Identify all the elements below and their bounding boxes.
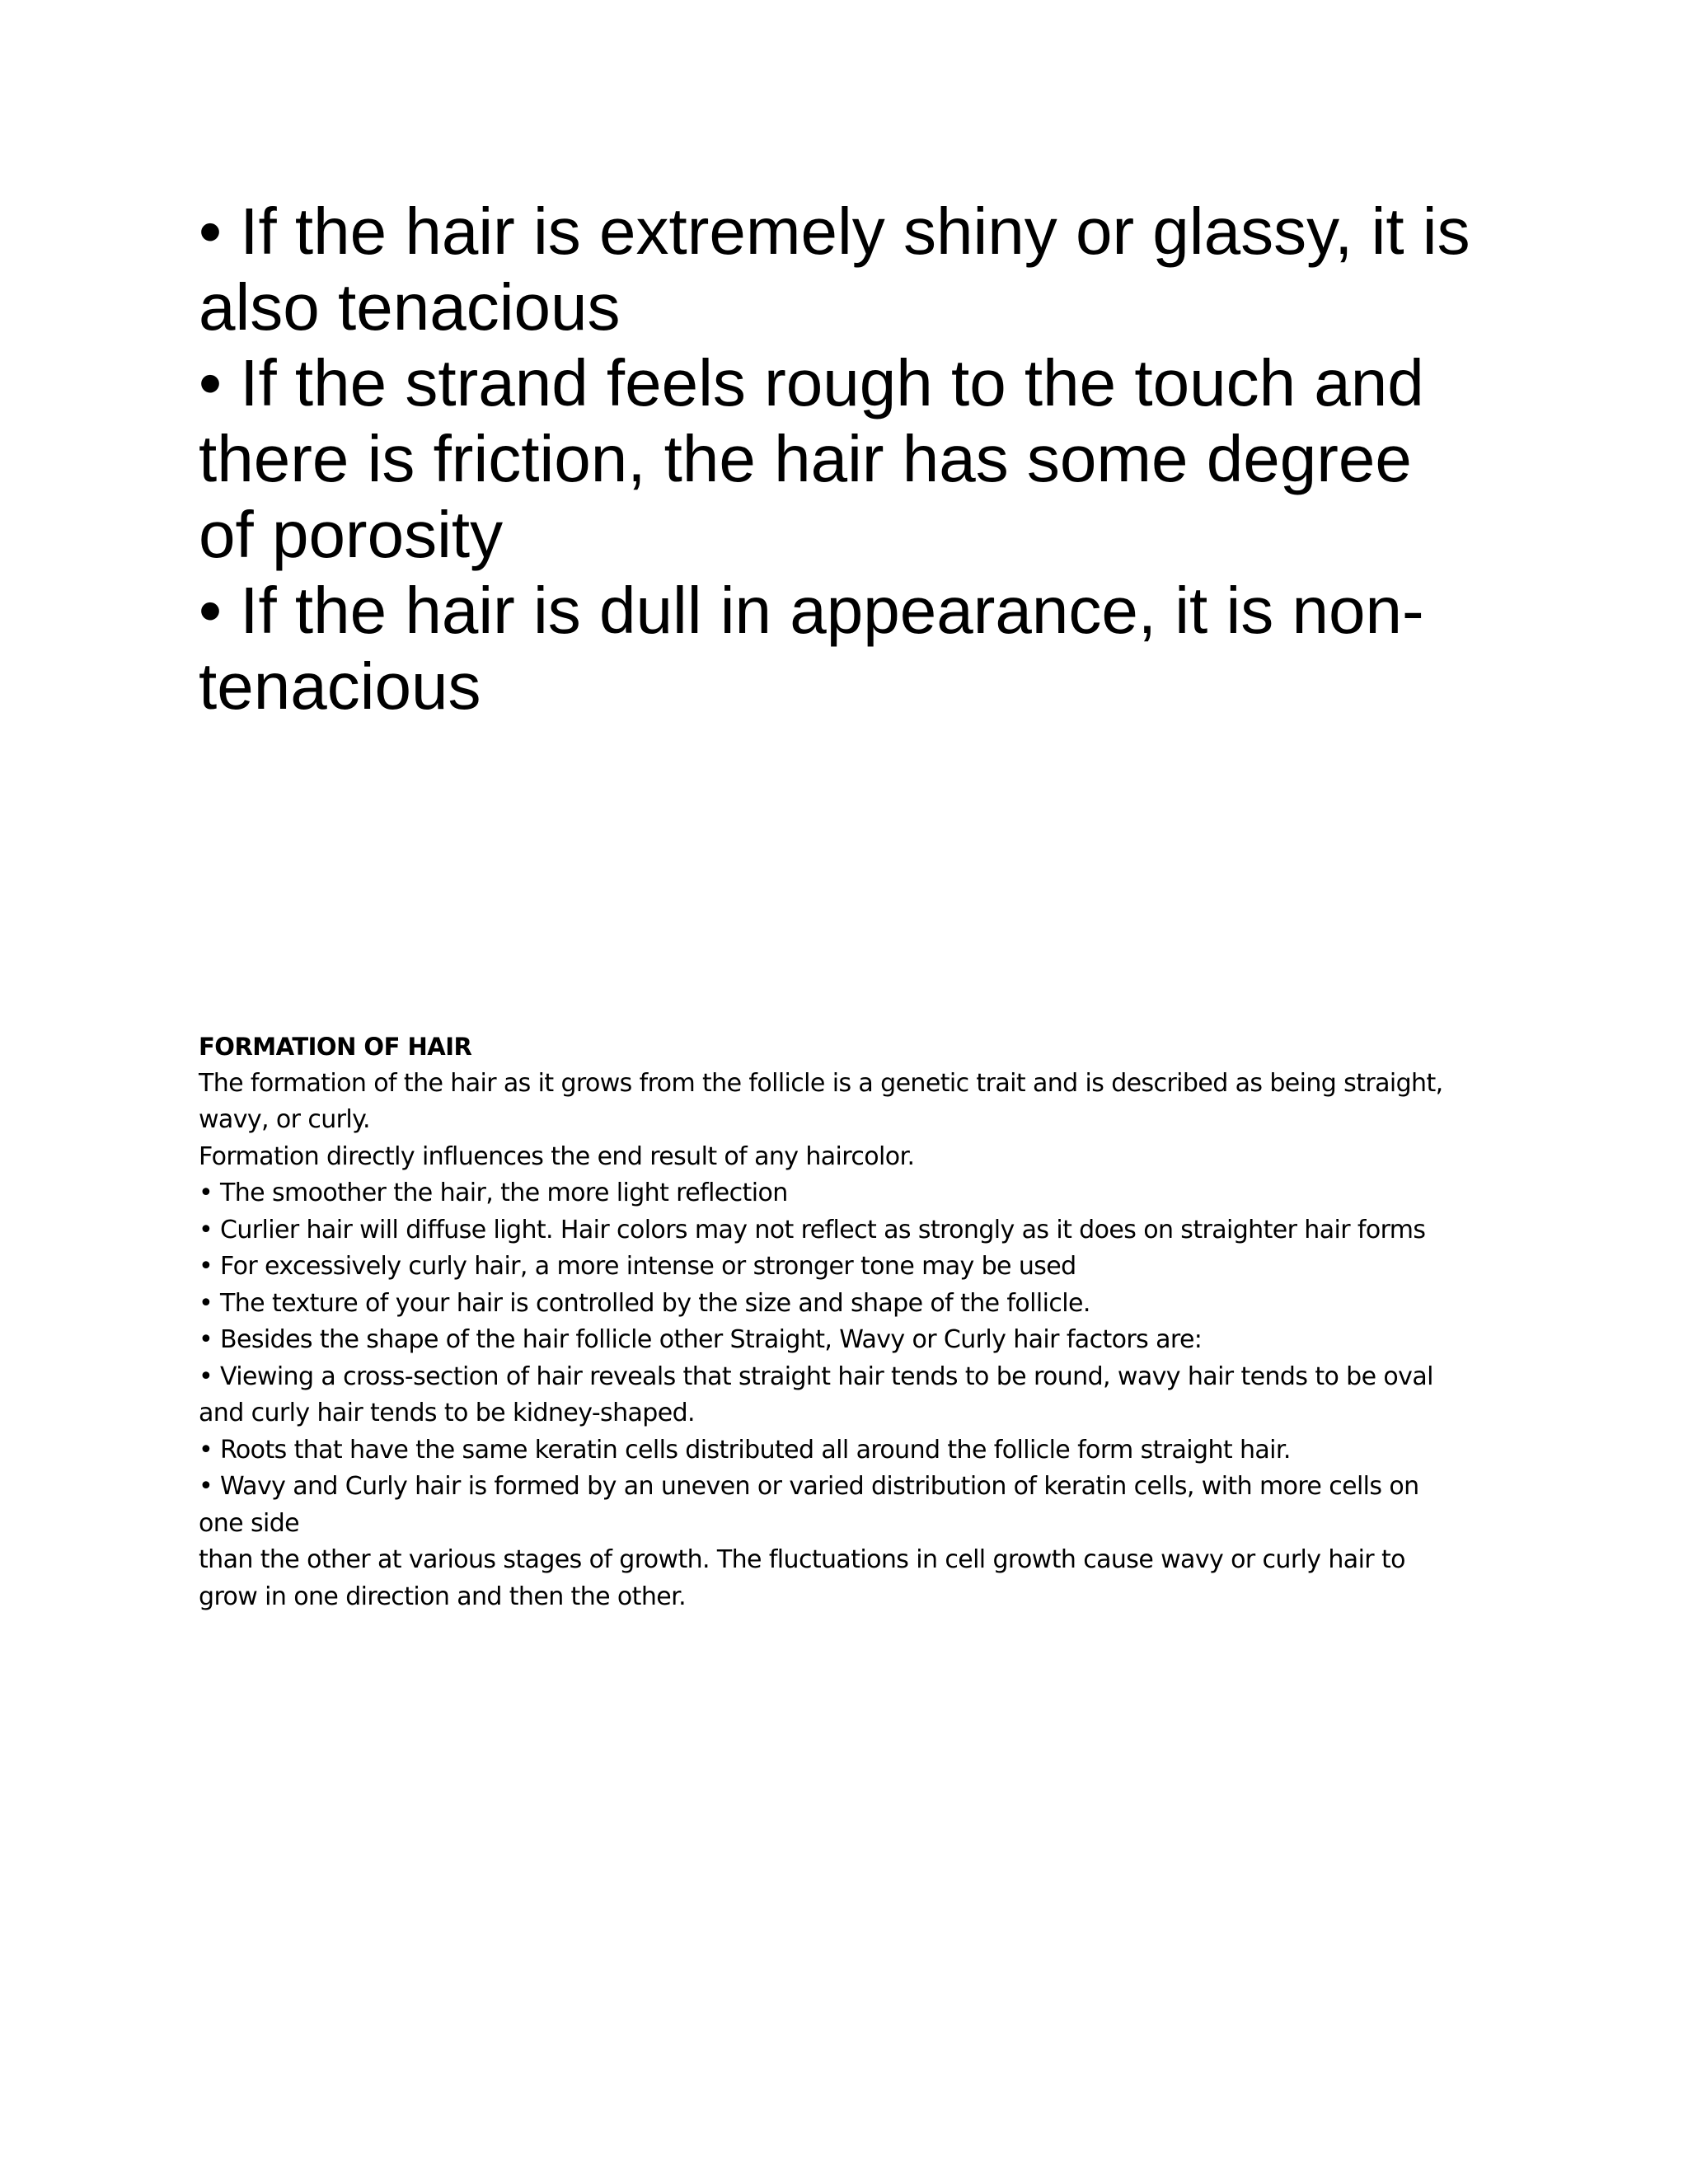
body-line: wavy, or curly. [199, 1105, 370, 1134]
large-bullet-item [199, 345, 1517, 573]
large-bullet-line: also tenacious [199, 270, 621, 344]
bullet-line: • Besides the shape of the hair follicle other Straight, Wavy or Curly hair factors are: [199, 1325, 1203, 1354]
large-bullet-line: tenacious [199, 649, 481, 723]
bullet-line: • Roots that have the same keratin cells distributed all around the follicle form straight hair. [199, 1435, 1291, 1465]
bullet-line: • The texture of your hair is controlled by the size and shape of the follicle. [199, 1288, 1090, 1318]
large-bullet-line: • If the hair is extremely shiny or glassy, it is [199, 194, 1470, 268]
section-heading: FORMATION OF HAIR [199, 1033, 472, 1061]
bullet-line: • Viewing a cross-section of hair reveals that straight hair tends to be round, wavy hair tends to be oval [199, 1361, 1433, 1391]
large-bullet-line: there is friction, the hair has some degree [199, 422, 1412, 495]
large-bullet-list [199, 194, 1517, 724]
body-line: one side [199, 1508, 300, 1538]
large-bullet-item [199, 194, 1517, 345]
body-line: Formation directly influences the end result of any haircolor. [199, 1141, 915, 1171]
large-bullet-item [199, 573, 1517, 724]
bullet-line: • Curlier hair will diffuse light. Hair colors may not reflect as strongly as it does on straighter hair forms [199, 1215, 1426, 1244]
bullet-line: • The smoother the hair, the more light reflection [199, 1179, 788, 1207]
large-bullet-line: of porosity [199, 498, 504, 571]
bullet-line: • For excessively curly hair, a more intense or stronger tone may be used [199, 1252, 1076, 1281]
large-bullet-line: • If the strand feels rough to the touch and [199, 346, 1424, 419]
body-line: and curly hair tends to be kidney-shaped. [199, 1399, 695, 1427]
formation-section [199, 1029, 1517, 1615]
bullet-line: • Wavy and Curly hair is formed by an uneven or varied distribution of keratin cells, with more cells on [199, 1472, 1419, 1501]
large-bullet-line: • If the hair is dull in appearance, it is non- [199, 574, 1424, 647]
body-line: The formation of the hair as it grows from the follicle is a genetic trait and is described as being straight, [199, 1068, 1443, 1098]
body-line: grow in one direction and then the other. [199, 1582, 687, 1611]
body-line: than the other at various stages of growth. The fluctuations in cell growth cause wavy or curly hair to [199, 1545, 1405, 1574]
